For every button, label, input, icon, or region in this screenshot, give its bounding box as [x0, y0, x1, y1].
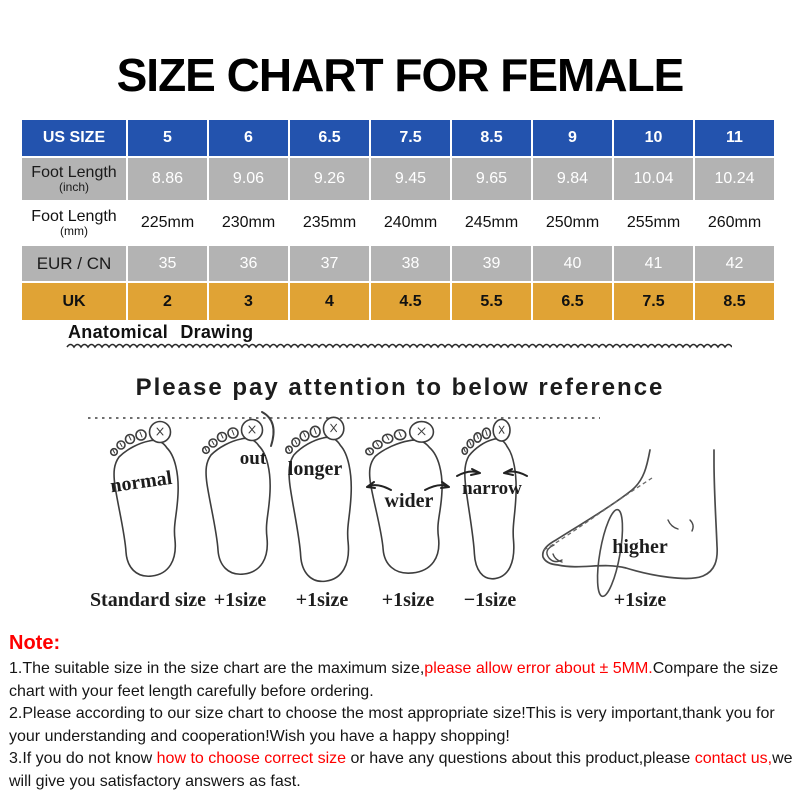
us-size-cell: 11: [695, 120, 774, 156]
foot-drawing-normal: [109, 422, 178, 577]
mm-cell: 240mm: [371, 202, 450, 244]
wavy-underline: [66, 341, 732, 351]
us-size-cell: 6: [209, 120, 288, 156]
foot-label: longer: [287, 458, 343, 480]
wavy-underline-path: [67, 345, 732, 348]
us-size-cell: 9: [533, 120, 612, 156]
mm-cell: 225mm: [128, 202, 207, 244]
side-foot-outline: [543, 450, 717, 578]
eur-cell: 41: [614, 246, 693, 281]
mm-cell: 255mm: [614, 202, 693, 244]
foot-drawing-wider: [366, 422, 449, 574]
uk-cell: 5.5: [452, 283, 531, 320]
us-size-cell: 6.5: [290, 120, 369, 156]
eur-cell: 42: [695, 246, 774, 281]
foot-drawing-narrow: [457, 419, 527, 578]
mm-cell: 235mm: [290, 202, 369, 244]
foot-label: out: [239, 448, 267, 469]
us-size-cell: 7.5: [371, 120, 450, 156]
size-note: +1size: [295, 589, 349, 611]
foot-drawing-longer: [286, 417, 351, 581]
eur-cell: 39: [452, 246, 531, 281]
uk-cell: 2: [128, 283, 207, 320]
note-section: [9, 632, 793, 793]
table-row-foot-length-mm: [22, 202, 774, 244]
size-chart-table: [20, 118, 776, 322]
us-size-cell: 10: [614, 120, 693, 156]
mm-cell: 230mm: [209, 202, 288, 244]
foot-label: normal: [108, 466, 174, 498]
eur-cell: 35: [128, 246, 207, 281]
size-note: +1size: [613, 589, 667, 611]
inch-cell: 9.45: [371, 158, 450, 200]
table-row-foot-length-inch: [22, 158, 774, 200]
size-note: +1size: [381, 589, 435, 611]
eur-cell: 40: [533, 246, 612, 281]
uk-cell: 3: [209, 283, 288, 320]
note-line-3: 3.If you do not know how to choose correct size or have any questions about this product,please contact us,we will give you satisfactory answers as fast.: [9, 750, 793, 790]
anatomical-drawing-heading: Anatomical Drawing: [68, 322, 254, 342]
uk-cell: 8.5: [695, 283, 774, 320]
foot-drawing-higher: [543, 450, 717, 598]
us-size-cell: 5: [128, 120, 207, 156]
note-line-1: 1.The suitable size in the size chart are the maximum size,please allow error about ± 5MM.Compare the size chart with your feet length carefully before ordering.: [9, 660, 779, 700]
inch-cell: 9.26: [290, 158, 369, 200]
reference-heading: Please pay attention to below reference: [135, 374, 665, 401]
inch-cell: 9.06: [209, 158, 288, 200]
row-header-uk: UK: [22, 283, 126, 320]
inch-cell: 9.84: [533, 158, 612, 200]
foot-label: narrow: [462, 478, 522, 499]
eur-cell: 37: [290, 246, 369, 281]
how-to-choose-size-link[interactable]: how to choose correct size: [156, 750, 347, 767]
contact-us-link[interactable]: contact us,: [694, 750, 773, 767]
eur-cell: 38: [371, 246, 450, 281]
foot-label: wider: [384, 490, 434, 512]
page-title: SIZE CHART FOR FEMALE: [116, 49, 684, 101]
mm-cell: 245mm: [452, 202, 531, 244]
row-header-foot-length-mm: Foot Length (mm): [22, 202, 126, 244]
us-size-cell: 8.5: [452, 120, 531, 156]
inch-cell: 10.24: [695, 158, 774, 200]
row-header-eur-cn: EUR / CN: [22, 246, 126, 281]
note-line-2: 2.Please according to our size chart to choose the most appropriate size!This is very important,thank you for your understanding and cooperation!Wish you have a happy shopping!: [9, 705, 775, 745]
inch-cell: 8.86: [128, 158, 207, 200]
table-row-uk: [22, 283, 774, 320]
size-note: −1size: [463, 589, 517, 611]
error-allowance-highlight: please allow error about ± 5MM.: [424, 660, 653, 677]
mm-cell: 250mm: [533, 202, 612, 244]
uk-cell: 7.5: [614, 283, 693, 320]
inch-cell: 9.65: [452, 158, 531, 200]
row-header-foot-length-inch: Foot Length (inch): [22, 158, 126, 200]
foot-drawing-out: [203, 412, 274, 574]
uk-cell: 6.5: [533, 283, 612, 320]
inch-cell: 10.04: [614, 158, 693, 200]
eur-cell: 36: [209, 246, 288, 281]
uk-cell: 4: [290, 283, 369, 320]
mm-cell: 260mm: [695, 202, 774, 244]
anatomical-feet-drawing: [50, 408, 790, 622]
size-note: +1size: [213, 589, 267, 611]
table-row-eur-cn: [22, 246, 774, 281]
size-note: Standard size: [89, 589, 207, 611]
foot-label: higher: [612, 536, 668, 558]
table-row-us-size: [22, 120, 774, 156]
row-header-us-size: US SIZE: [22, 120, 126, 156]
uk-cell: 4.5: [371, 283, 450, 320]
note-heading: Note:: [9, 632, 61, 654]
